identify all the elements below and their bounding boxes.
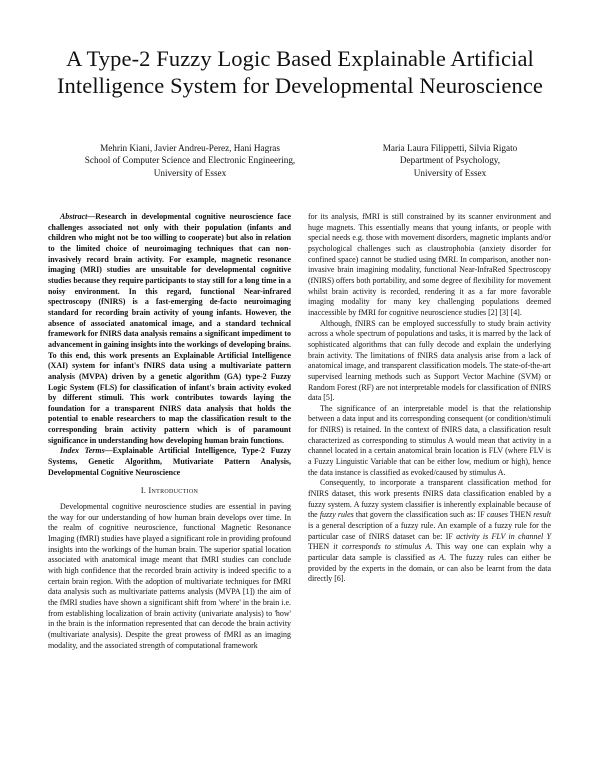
section-title: Introduction <box>148 486 199 496</box>
abstract <box>48 212 291 446</box>
index-terms-text: —Explainable Artificial Intelligence, Type-2 Fuzzy Systems, Genetic Algorithm, Mutivariate Pattern Analysis, Developmental Cognitive Neuroscience <box>48 446 291 477</box>
author-university: University of Essex <box>413 167 487 178</box>
right-column <box>308 212 551 585</box>
author-block-right <box>330 142 570 179</box>
text-run: THEN <box>308 542 334 552</box>
author-department: Department of Psychology, <box>399 155 501 166</box>
paper-title: A Type-2 Fuzzy Logic Based Explainable Artificial Intelligence System for Developmental Neuroscience <box>56 46 544 98</box>
abstract-text: —Research in developmental cognitive neuroscience face challenges associated not only with their population (infants and children who might not be too willing to cooperate) but also in relation to the limited choice of neuroimaging techniques that can non-invasively record brain activity. For example, magnetic resonance imaging (MRI) studies are unsuitable for developmental cognitive studies because they require participants to stay still for a long time in a noisy environment. In this regard, functional Near-infrared spectroscopy (fNIRS) is a fast-emerging de-facto neuroimaging standard for recording brain activity of young infants. However, the absence of associated anatomical image, and a standard technical framework for fNIRS data analysis remains a significant impediment to advancement in gaining insights into the workings of developing brains. To this end, this work presents an Explainable Artificial Intelligence (XAI) system for infant's fNIRS data using a multivariate pattern analysis (MVPA) driven by a genetic algorithm (GA) type-2 Fuzzy Logic System (FLS) for classification of infant's brain activity evoked by different stimuli. This work contributes towards laying the foundation for a transparent fNIRS data analysis that holds the potential to enable researchers to map the classification result to the corresponding brain activity pattern which is of paramount significance in understanding how developing human brain functions. <box>48 212 291 445</box>
author-department: School of Computer Science and Electronic Engineering, <box>84 155 296 166</box>
abstract-label: Abstract <box>60 212 88 221</box>
index-terms <box>48 446 291 478</box>
body-paragraph <box>308 478 551 585</box>
body-paragraph: Although, fNIRS can be employed successfully to study brain activity across a whole spectrum of populations and tasks, it is marred by the lack of sophisticated algorithms that can fully decode and explain the underlying brain activity. The limitations of fNIRS data analysis arise from a lack of anatomical image, and transparent classification models. The state-of-the-art supervised learning methods such as Support Vector Machine (SVM) or Random Forest (RF) are not interpretable models for classification of fNIRS data [5]. <box>308 318 551 403</box>
text-run-italic: fuzzy rules <box>319 510 354 520</box>
author-university: University of Essex <box>153 167 227 178</box>
section-heading <box>48 486 291 497</box>
body-paragraph: for its analysis, fMRI is still constrained by its scanner environment and huge magnets. This essentially means that young infants, or people with special needs e.g. those with movement disorders, magnetic implants and/or psychological challenges such as claustrophobia (anxiety disorder for confined space) cannot be studied using fMRI. In comparison, another non-invasive brain imagining modality, functional Near-InfraRed Spectroscopy (fNIRS) offers both portability, and some degree of flexibility for movement whilst brain activity is recorded, rendering it as a far more favorable imaging modality for many key challenging populations deemed inaccessible by fMRI for cognitive neuroscience studies [2] [3] [4]. <box>308 212 551 317</box>
text-run: Consequently, to incorporate a transparent classification method for fNIRS dataset, this work presents fNIRS data classification enabled by a fuzzy system. A fuzzy system classifier is inherently explainable because of the <box>308 478 551 520</box>
left-column <box>48 212 291 651</box>
author-block-left <box>60 142 320 179</box>
text-run: is a general description of a fuzzy rule. An example of a fuzzy rule for the particular case of fNIRS dataset can be: IF <box>308 521 551 541</box>
text-run: . The fuzzy rules can either be provided by the experts in the domain, or can also be learnt from the data directly [6]. <box>308 553 552 584</box>
text-run: . This way one can explain why a particular data sample is classified as <box>308 542 551 562</box>
section-numeral: I. <box>140 486 147 496</box>
text-run-italic: activity is FLV in channel Y <box>456 531 552 541</box>
text-run-italic: result <box>533 510 552 520</box>
text-run: THEN <box>507 510 534 520</box>
text-run-italic: A <box>439 553 445 562</box>
text-run-italic: it corresponds to stimulus A <box>333 542 431 552</box>
text-run: that govern the classification such as: IF <box>353 510 487 520</box>
author-names: Maria Laura Filippetti, Silvia Rigato <box>382 143 518 153</box>
body-paragraph: Developmental cognitive neuroscience studies are essential in paving the way for our understanding of how human brain develops over time. In the realm of cognitive neuroscience, functional Magnetic Resonance Imaging (fMRI) studies have played a significant role in providing profound insights into the workings of the human brain. The superior spatial location associated with anatomical image meant that fMRI studies can conclude with high confidence that the recorded brain activity is indeed specific to a certain brain region. With the adoption of multivariate techniques for fMRI data analysis such as multivariate patterns analysis (MVPA [1]) the aim of the fMRI studies have shown a significant shift from 'where' in the brain i.e. from establishing localization of brain activity (univariate analysis) to 'how' in the brain is the information represented that can decode the brain activity (multivariate analysis). Despite the great prowess of fMRI as an imaging modality, and the associated strength of computational framework <box>48 502 291 650</box>
author-names: Mehrin Kiani, Javier Andreu-Perez, Hani Hagras <box>100 143 280 153</box>
body-paragraph: The significance of an interpretable model is that the relationship between a data input and its corresponding consequent (or condition/stimuli for fNIRS) is retained. In the context of fNIRS data, a classification result characterized as corresponding to stimulus A would mean that activity in a channel located in a certain anatomical brain location is FLV (where FLV is a Fuzzy Linguistic Variable that can be either low, medium or high), hence the data instance is classified as evoked/caused by stimulus A. <box>308 403 551 477</box>
index-terms-label: Index Terms <box>60 446 105 456</box>
text-run-italic: causes <box>486 510 508 520</box>
